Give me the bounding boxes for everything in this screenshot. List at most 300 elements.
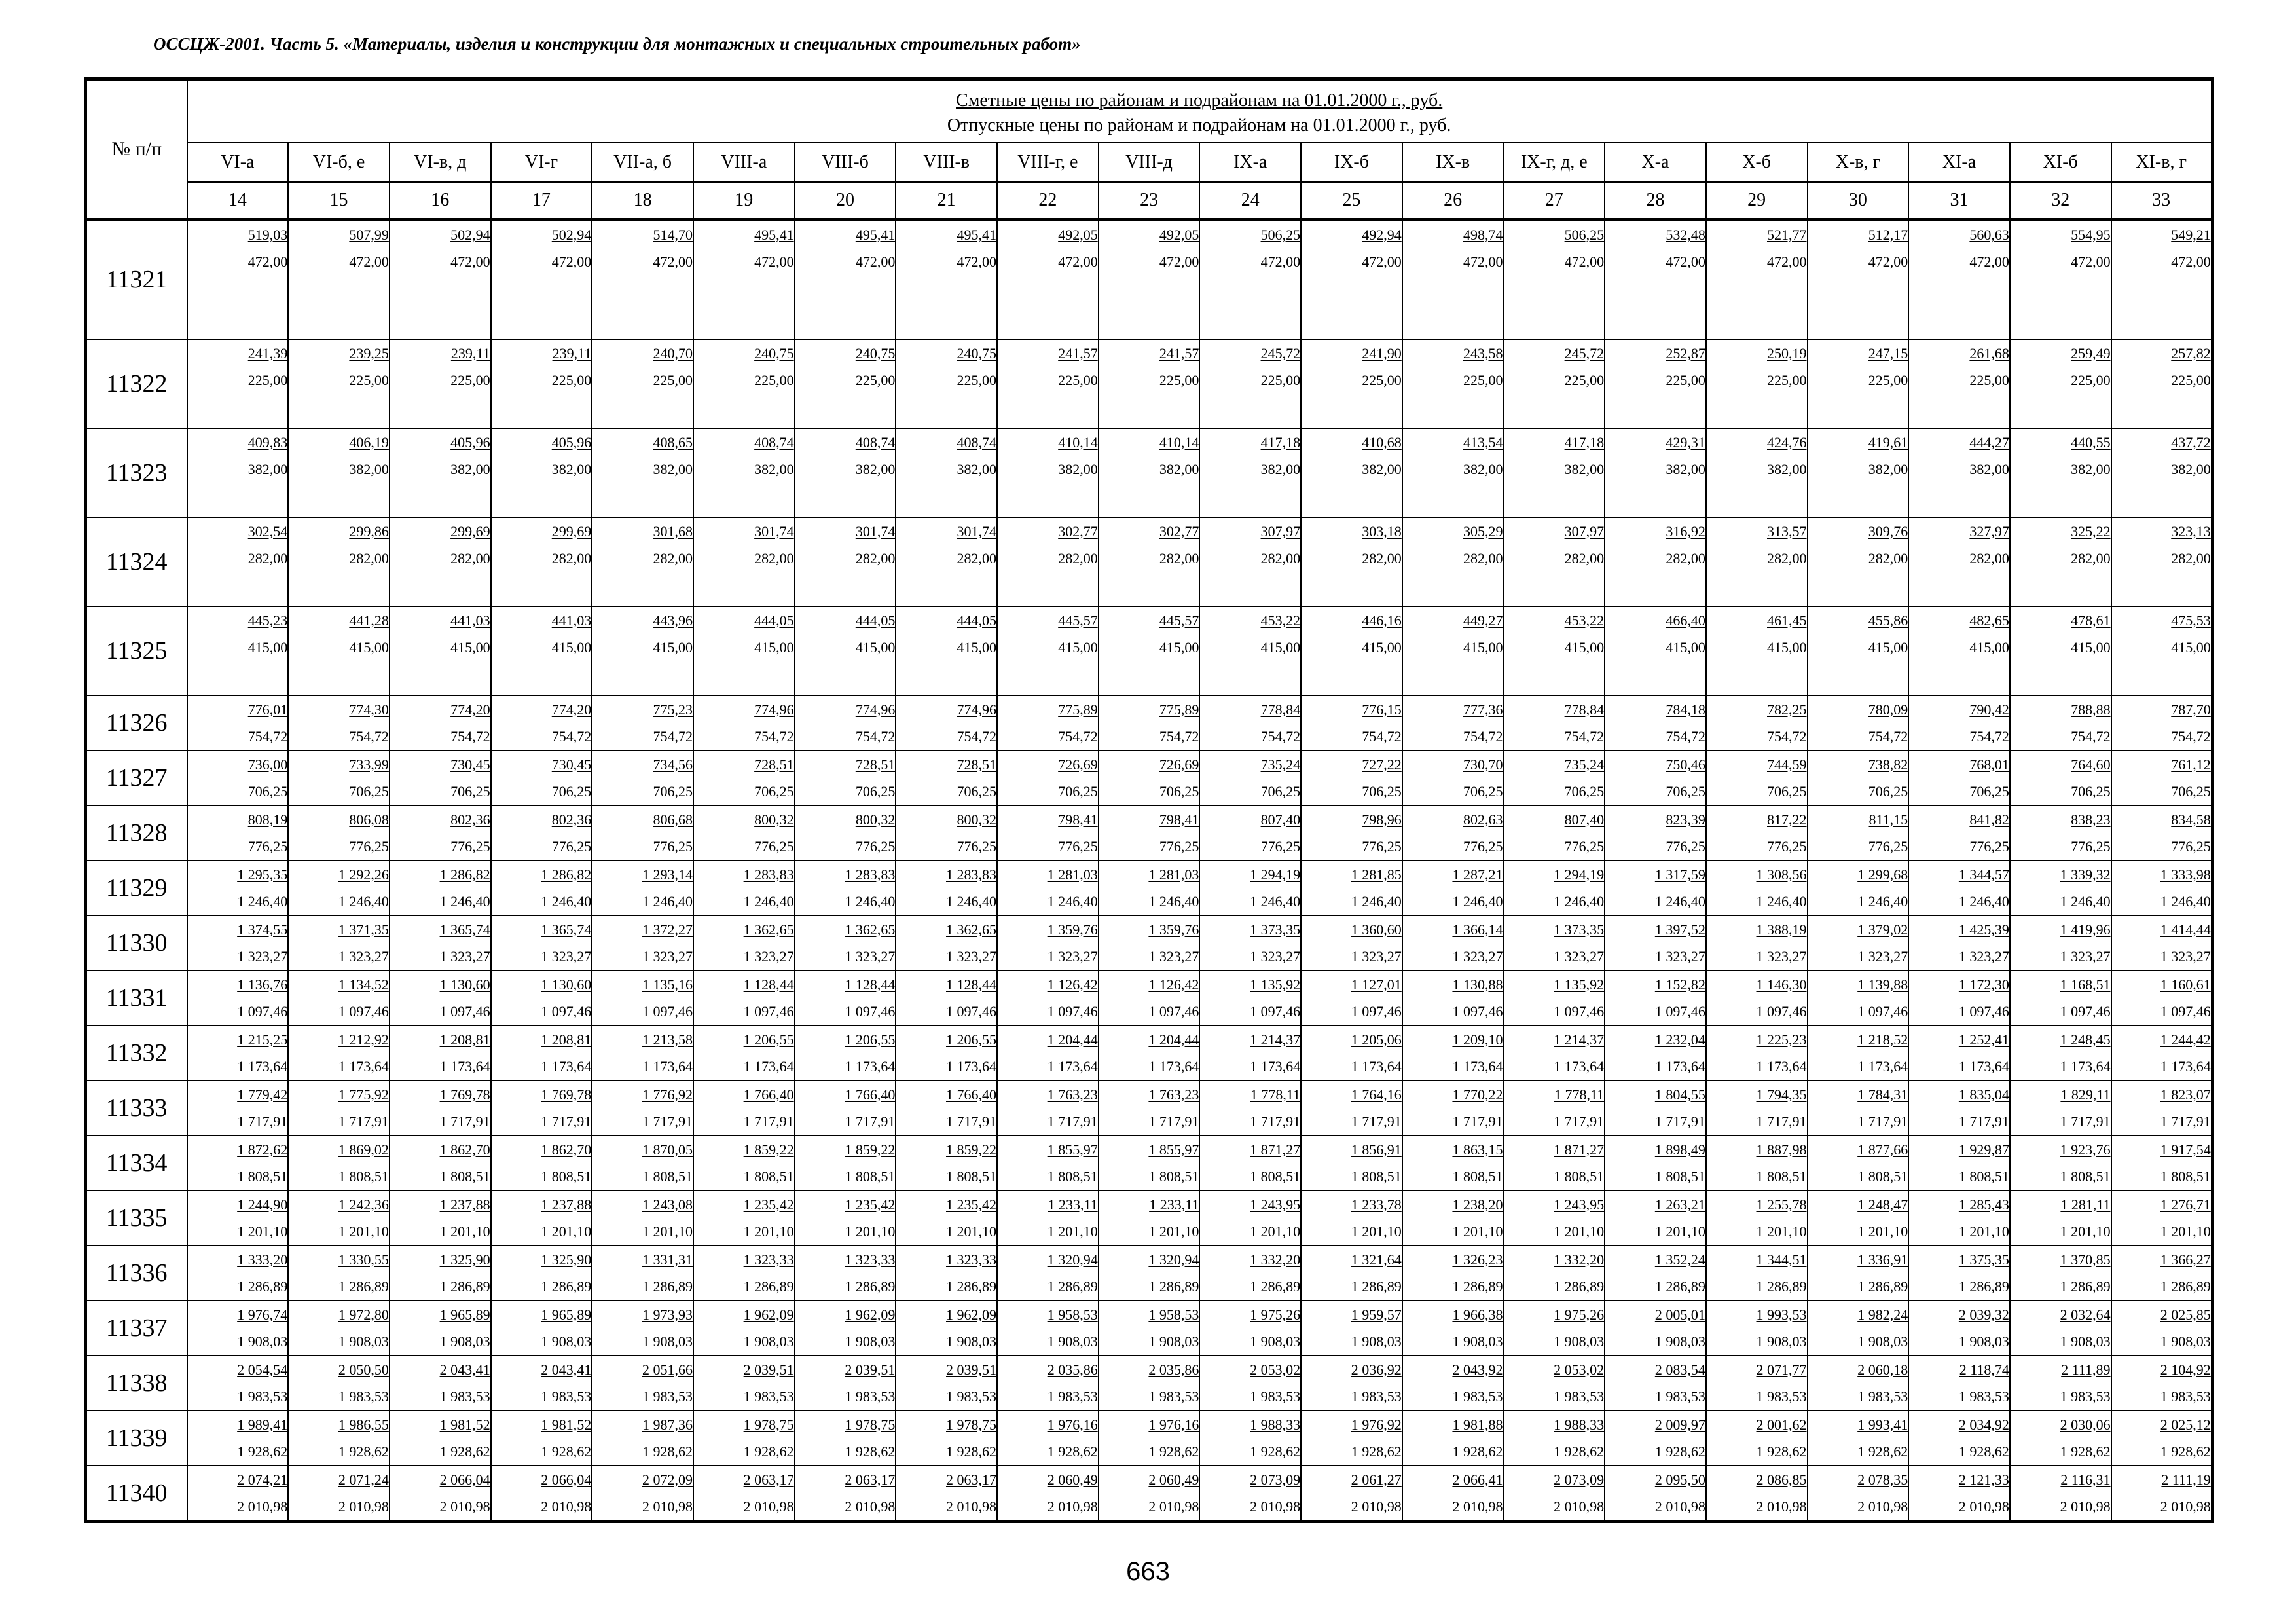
- table-row: [86, 1025, 2213, 1080]
- price-cell: [1908, 805, 2010, 860]
- price-cell: [491, 1135, 592, 1190]
- price-cell: [693, 1246, 795, 1301]
- estimated-price: 2 072,09: [642, 1471, 693, 1488]
- price-cell: [1099, 1025, 1200, 1080]
- release-price: 1 928,62: [1047, 1443, 1098, 1460]
- release-price: 1 173,64: [743, 1058, 794, 1075]
- release-price: 382,00: [653, 460, 693, 477]
- price-cell: [1808, 1356, 1909, 1411]
- row-number: 11336: [86, 1246, 187, 1301]
- price-cell: [1908, 860, 2010, 915]
- region-header: IX-в: [1402, 143, 1504, 182]
- price-cell: [896, 1025, 997, 1080]
- estimated-price: 811,15: [1868, 811, 1908, 828]
- price-cell: [1706, 1135, 1808, 1190]
- price-cell: [592, 517, 693, 606]
- release-price: 1 201,10: [946, 1223, 996, 1240]
- estimated-price: 2 035,86: [1047, 1361, 1098, 1378]
- estimated-price: 2 066,41: [1452, 1471, 1503, 1488]
- row-number-header: № п/п: [86, 79, 187, 220]
- estimated-price: 1 859,22: [946, 1141, 996, 1158]
- price-cell: [1199, 1080, 1301, 1135]
- release-price: 472,00: [1463, 253, 1503, 270]
- price-cell: [187, 860, 289, 915]
- release-price: 472,00: [247, 253, 288, 270]
- release-price: 472,00: [754, 253, 794, 270]
- price-cell: [1402, 428, 1504, 517]
- estimated-price: 764,60: [2071, 756, 2111, 773]
- price-cell: [491, 1025, 592, 1080]
- estimated-price: 241,57: [1058, 344, 1098, 361]
- release-price: 282,00: [1058, 549, 1098, 566]
- release-price: 472,00: [349, 253, 389, 270]
- price-cell: [2111, 1466, 2213, 1522]
- release-price: 1 286,89: [1756, 1278, 1807, 1295]
- release-price: 1 246,40: [1047, 893, 1098, 910]
- release-price: 1 246,40: [541, 893, 592, 910]
- estimated-price: 1 126,42: [1047, 976, 1098, 993]
- estimated-price: 1 238,20: [1452, 1196, 1503, 1213]
- price-cell: [896, 1080, 997, 1135]
- price-cell: [390, 1411, 491, 1466]
- release-price: 282,00: [349, 549, 389, 566]
- release-price: 282,00: [1463, 549, 1503, 566]
- price-cell: [1908, 1466, 2010, 1522]
- estimated-price: 549,21: [2171, 227, 2211, 243]
- region-header: VIII-д: [1099, 143, 1200, 182]
- price-cell: [390, 220, 491, 339]
- price-cell: [288, 339, 390, 428]
- release-price: 1 928,62: [2160, 1443, 2211, 1460]
- region-header: VIII-г, е: [997, 143, 1099, 182]
- release-price: 1 246,40: [1452, 893, 1503, 910]
- release-price: 2 010,98: [1554, 1498, 1605, 1515]
- estimated-price: 1 862,70: [541, 1141, 592, 1158]
- price-cell: [2010, 1135, 2111, 1190]
- release-price: 1 323,27: [1351, 948, 1402, 965]
- estimated-price: 259,49: [2071, 344, 2111, 361]
- estimated-price: 780,09: [1868, 701, 1908, 718]
- estimated-price: 1 286,82: [439, 866, 490, 883]
- price-cell: [390, 1246, 491, 1301]
- row-number: 11329: [86, 860, 187, 915]
- release-price: 1 983,53: [1857, 1388, 1908, 1405]
- release-price: 1 908,03: [1554, 1333, 1605, 1350]
- estimated-price: 554,95: [2071, 227, 2111, 243]
- release-price: 776,25: [1868, 838, 1908, 855]
- row-number: 11334: [86, 1135, 187, 1190]
- release-price: 225,00: [1767, 371, 1807, 388]
- price-cell: [592, 220, 693, 339]
- release-price: 1 928,62: [1554, 1443, 1605, 1460]
- column-number: 22: [997, 182, 1099, 220]
- price-cell: [795, 1466, 896, 1522]
- release-price: 1 286,89: [338, 1278, 389, 1295]
- price-cell: [896, 517, 997, 606]
- release-price: 776,25: [1058, 838, 1098, 855]
- release-price: 776,25: [653, 838, 693, 855]
- estimated-price: 800,32: [855, 811, 896, 828]
- estimated-price: 1 233,11: [1048, 1196, 1098, 1213]
- price-cell: [491, 428, 592, 517]
- estimated-price: 1 804,55: [1654, 1086, 1705, 1103]
- estimated-price: 1 366,27: [2160, 1251, 2211, 1268]
- price-cell: [1808, 606, 1909, 695]
- estimated-price: 1 373,35: [1250, 921, 1301, 938]
- release-price: 1 097,46: [541, 1003, 592, 1020]
- estimated-price: 1 414,44: [2160, 921, 2211, 938]
- estimated-price: 774,30: [349, 701, 389, 718]
- price-cell: [1199, 339, 1301, 428]
- release-price: 776,25: [1463, 838, 1503, 855]
- price-cell: [592, 1301, 693, 1356]
- price-cell: [592, 805, 693, 860]
- estimated-price: 1 872,62: [237, 1141, 288, 1158]
- release-price: 706,25: [1362, 783, 1402, 800]
- estimated-price: 1 823,07: [2160, 1086, 2211, 1103]
- estimated-price: 1 281,03: [1047, 866, 1098, 883]
- release-price: 2 010,98: [642, 1498, 693, 1515]
- release-price: 472,00: [653, 253, 693, 270]
- price-cell: [1605, 1411, 1706, 1466]
- release-price: 225,00: [653, 371, 693, 388]
- price-cell: [1199, 750, 1301, 805]
- price-cell: [1402, 339, 1504, 428]
- release-price: 282,00: [551, 549, 592, 566]
- row-number: 11326: [86, 695, 187, 750]
- price-cell: [390, 1080, 491, 1135]
- estimated-price: 777,36: [1463, 701, 1503, 718]
- estimated-price: 1 770,22: [1452, 1086, 1503, 1103]
- release-price: 776,25: [247, 838, 288, 855]
- price-cell: [997, 1080, 1099, 1135]
- estimated-price: 1 130,60: [541, 976, 592, 993]
- estimated-price: 443,96: [653, 612, 693, 629]
- release-price: 2 010,98: [743, 1498, 794, 1515]
- row-number: 11340: [86, 1466, 187, 1522]
- price-cell: [1099, 1190, 1200, 1246]
- price-cell: [2111, 1246, 2213, 1301]
- release-price: 1 201,10: [1958, 1223, 2009, 1240]
- release-price: 1 928,62: [1452, 1443, 1503, 1460]
- release-price: 1 717,91: [1857, 1113, 1908, 1130]
- estimated-price: 239,11: [552, 344, 592, 361]
- release-price: 1 808,51: [1250, 1168, 1301, 1185]
- price-cell: [491, 517, 592, 606]
- price-cell: [1808, 1411, 1909, 1466]
- release-price: 1 201,10: [1654, 1223, 1705, 1240]
- release-price: 472,00: [855, 253, 896, 270]
- price-cell: [1402, 1190, 1504, 1246]
- price-cell: [288, 1190, 390, 1246]
- release-price: 225,00: [450, 371, 490, 388]
- estimated-price: 750,46: [1666, 756, 1705, 773]
- release-price: 1 097,46: [1250, 1003, 1301, 1020]
- estimated-price: 444,27: [1969, 434, 2009, 451]
- price-cell: [1301, 517, 1402, 606]
- estimated-price: 787,70: [2171, 701, 2211, 718]
- region-header: VI-в, д: [390, 143, 491, 182]
- estimated-price: 241,57: [1159, 344, 1199, 361]
- release-price: 1 173,64: [1554, 1058, 1605, 1075]
- estimated-price: 1 128,44: [743, 976, 794, 993]
- price-cell: [896, 970, 997, 1025]
- price-cell: [693, 695, 795, 750]
- estimated-price: 1 281,03: [1148, 866, 1199, 883]
- price-cell: [693, 805, 795, 860]
- estimated-price: 2 036,92: [1351, 1361, 1402, 1378]
- estimated-price: 2 118,74: [1959, 1361, 2009, 1378]
- price-cell: [1301, 1025, 1402, 1080]
- release-price: 1 286,89: [642, 1278, 693, 1295]
- estimated-price: 2 001,62: [1756, 1416, 1807, 1433]
- price-cell: [288, 517, 390, 606]
- price-cell: [1808, 695, 1909, 750]
- release-price: 1 097,46: [1148, 1003, 1199, 1020]
- estimated-price: 1 127,01: [1351, 976, 1402, 993]
- price-cell: [1301, 220, 1402, 339]
- price-cell: [795, 1246, 896, 1301]
- release-price: 1 246,40: [642, 893, 693, 910]
- estimated-price: 1 243,95: [1554, 1196, 1605, 1213]
- release-price: 282,00: [1767, 549, 1807, 566]
- estimated-price: 1 218,52: [1857, 1031, 1908, 1048]
- release-price: 282,00: [855, 549, 896, 566]
- release-price: 1 286,89: [1452, 1278, 1503, 1295]
- row-number: 11331: [86, 970, 187, 1025]
- price-cell: [1808, 970, 1909, 1025]
- estimated-price: 2 053,02: [1554, 1361, 1605, 1378]
- estimated-price: 1 981,88: [1452, 1416, 1503, 1433]
- estimated-price: 1 344,51: [1756, 1251, 1807, 1268]
- price-cell: [1301, 606, 1402, 695]
- release-price: 1 246,40: [1857, 893, 1908, 910]
- estimated-price: 495,41: [957, 227, 996, 243]
- estimated-price: 2 039,32: [1958, 1306, 2009, 1323]
- price-cell: [491, 915, 592, 970]
- estimated-price: 1 339,32: [2060, 866, 2111, 883]
- release-price: 282,00: [247, 549, 288, 566]
- release-price: 754,72: [1260, 728, 1301, 745]
- price-cell: [1199, 695, 1301, 750]
- estimated-price: 475,53: [2171, 612, 2211, 629]
- price-cell: [491, 695, 592, 750]
- price-cell: [1908, 1025, 2010, 1080]
- region-header: VI-г: [491, 143, 592, 182]
- release-price: 472,00: [1159, 253, 1199, 270]
- release-price: 754,72: [653, 728, 693, 745]
- price-cell: [1503, 860, 1605, 915]
- estimated-price: 1 232,04: [1654, 1031, 1705, 1048]
- release-price: 1 717,91: [2160, 1113, 2211, 1130]
- price-cell: [288, 606, 390, 695]
- estimated-price: 806,08: [349, 811, 389, 828]
- release-price: 1 908,03: [1654, 1333, 1705, 1350]
- estimated-price: 1 370,85: [2060, 1251, 2111, 1268]
- price-cell: [1706, 1301, 1808, 1356]
- release-price: 1 173,64: [1250, 1058, 1301, 1075]
- estimated-price: 1 966,38: [1452, 1306, 1503, 1323]
- estimated-price: 408,74: [855, 434, 896, 451]
- price-cell: [2111, 915, 2213, 970]
- price-cell: [896, 695, 997, 750]
- estimated-price: 778,84: [1260, 701, 1301, 718]
- release-price: 225,00: [957, 371, 996, 388]
- estimated-price: 726,69: [1058, 756, 1098, 773]
- price-cell: [288, 1135, 390, 1190]
- column-number: 17: [491, 182, 592, 220]
- estimated-price: 1 281,11: [2060, 1196, 2111, 1213]
- price-cell: [896, 915, 997, 970]
- estimated-price: 1 235,42: [845, 1196, 896, 1213]
- release-price: 382,00: [450, 460, 490, 477]
- price-table-body: [86, 220, 2213, 1522]
- estimated-price: 2 054,54: [237, 1361, 288, 1378]
- row-number: 11330: [86, 915, 187, 970]
- price-cell: [997, 220, 1099, 339]
- price-cell: [693, 1411, 795, 1466]
- price-cell: [1908, 1356, 2010, 1411]
- price-cell: [1503, 1190, 1605, 1246]
- price-table-title: [187, 79, 2213, 143]
- price-cell: [1808, 1025, 1909, 1080]
- release-price: 1 928,62: [1351, 1443, 1402, 1460]
- page-number: 663: [1126, 1557, 1170, 1586]
- release-price: 1 201,10: [845, 1223, 896, 1240]
- estimated-price: 2 050,50: [338, 1361, 389, 1378]
- estimated-price: 1 871,27: [1554, 1141, 1605, 1158]
- estimated-price: 1 135,92: [1554, 976, 1605, 993]
- estimated-price: 245,72: [1564, 344, 1605, 361]
- release-price: 472,00: [1564, 253, 1605, 270]
- estimated-price: 1 336,91: [1857, 1251, 1908, 1268]
- estimated-price: 1 870,05: [642, 1141, 693, 1158]
- price-cell: [1199, 517, 1301, 606]
- price-cell: [896, 1356, 997, 1411]
- release-price: 1 097,46: [946, 1003, 996, 1020]
- price-cell: [187, 220, 289, 339]
- release-price: 1 908,03: [1756, 1333, 1807, 1350]
- estimated-price: 1 206,55: [946, 1031, 996, 1048]
- estimated-price: 444,05: [754, 612, 794, 629]
- release-price: 1 097,46: [1452, 1003, 1503, 1020]
- release-price: 1 201,10: [1452, 1223, 1503, 1240]
- release-price: 1 286,89: [946, 1278, 996, 1295]
- release-price: 1 983,53: [946, 1388, 996, 1405]
- release-price: 1 323,27: [1148, 948, 1199, 965]
- price-cell: [896, 1135, 997, 1190]
- price-cell: [1808, 805, 1909, 860]
- price-cell: [491, 1190, 592, 1246]
- release-price: 225,00: [1666, 371, 1705, 388]
- estimated-price: 1 859,22: [743, 1141, 794, 1158]
- estimated-price: 2 073,09: [1250, 1471, 1301, 1488]
- price-cell: [2010, 915, 2111, 970]
- price-cell: [795, 1411, 896, 1466]
- price-cell: [795, 1080, 896, 1135]
- estimated-price: 405,96: [551, 434, 592, 451]
- estimated-price: 1 917,54: [2160, 1141, 2211, 1158]
- price-cell: [1503, 1356, 1605, 1411]
- price-cell: [997, 1301, 1099, 1356]
- release-price: 415,00: [2171, 638, 2211, 655]
- price-cell: [390, 517, 491, 606]
- column-number: 16: [390, 182, 491, 220]
- release-price: 2 010,98: [1250, 1498, 1301, 1515]
- release-price: 1 983,53: [1654, 1388, 1705, 1405]
- price-cell: [2111, 1190, 2213, 1246]
- estimated-price: 1 295,35: [237, 866, 288, 883]
- estimated-price: 1 235,42: [946, 1196, 996, 1213]
- estimated-price: 1 877,66: [1857, 1141, 1908, 1158]
- release-price: 1 928,62: [338, 1443, 389, 1460]
- price-cell: [2111, 428, 2213, 517]
- price-cell: [491, 970, 592, 1025]
- estimated-price: 1 362,65: [946, 921, 996, 938]
- estimated-price: 1 208,81: [439, 1031, 490, 1048]
- price-cell: [592, 1025, 693, 1080]
- estimated-price: 323,13: [2171, 523, 2211, 540]
- estimated-price: 441,03: [551, 612, 592, 629]
- release-price: 382,00: [1463, 460, 1503, 477]
- release-price: 1 323,27: [541, 948, 592, 965]
- estimated-price: 733,99: [349, 756, 389, 773]
- price-cell: [187, 606, 289, 695]
- release-price: 415,00: [754, 638, 794, 655]
- release-price: 1 808,51: [1654, 1168, 1705, 1185]
- release-price: 382,00: [1564, 460, 1605, 477]
- estimated-price: 1 859,22: [845, 1141, 896, 1158]
- release-price: 706,25: [1666, 783, 1705, 800]
- release-price: 1 983,53: [743, 1388, 794, 1405]
- price-cell: [2010, 695, 2111, 750]
- price-cell: [1908, 428, 2010, 517]
- release-price: 1 201,10: [743, 1223, 794, 1240]
- price-cell: [1402, 1025, 1504, 1080]
- estimated-price: 761,12: [2171, 756, 2211, 773]
- price-cell: [592, 695, 693, 750]
- row-number: 11321: [86, 220, 187, 339]
- column-number: 21: [896, 182, 997, 220]
- estimated-price: 1 209,10: [1452, 1031, 1503, 1048]
- release-price: 1 928,62: [237, 1443, 288, 1460]
- estimated-price: 461,45: [1767, 612, 1807, 629]
- estimated-price: 243,58: [1463, 344, 1503, 361]
- estimated-price: 2 111,19: [2161, 1471, 2211, 1488]
- price-cell: [1808, 517, 1909, 606]
- estimated-price: 802,36: [450, 811, 490, 828]
- price-cell: [592, 750, 693, 805]
- price-cell: [997, 1466, 1099, 1522]
- row-number: 11332: [86, 1025, 187, 1080]
- price-cell: [390, 695, 491, 750]
- estimated-price: 1 281,85: [1351, 866, 1402, 883]
- price-cell: [2010, 1301, 2111, 1356]
- release-price: 1 246,40: [946, 893, 996, 910]
- estimated-price: 1 294,19: [1554, 866, 1605, 883]
- estimated-price: 798,96: [1362, 811, 1402, 828]
- estimated-price: 1 237,88: [439, 1196, 490, 1213]
- release-price: 1 286,89: [237, 1278, 288, 1295]
- column-number: 27: [1503, 182, 1605, 220]
- release-price: 706,25: [1463, 783, 1503, 800]
- release-price: 1 983,53: [1554, 1388, 1605, 1405]
- price-cell: [1402, 1301, 1504, 1356]
- price-cell: [187, 1411, 289, 1466]
- price-cell: [288, 695, 390, 750]
- price-cell: [1605, 1135, 1706, 1190]
- estimated-price: 2 061,27: [1351, 1471, 1402, 1488]
